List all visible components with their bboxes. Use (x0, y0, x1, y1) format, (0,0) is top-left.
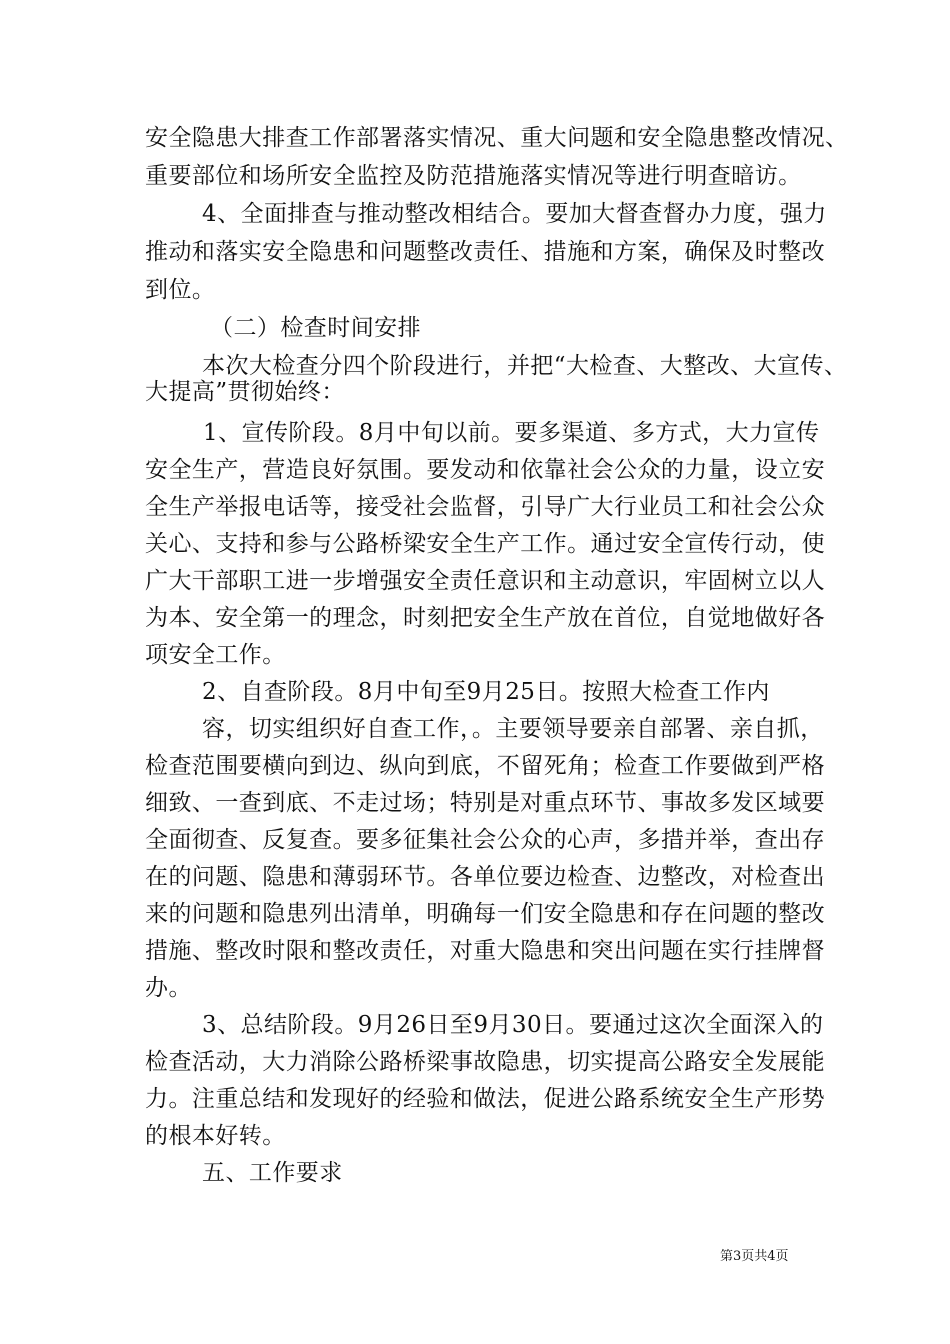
text-line: 1、宣传阶段。8月中旬以前。要多渠道、多方式，大力宣传 (203, 420, 820, 446)
text-line: 广大干部职工进一步增强安全责任意识和主动意识，牢固树立以人 (145, 568, 826, 594)
text-line: 检查范围要横向到边、纵向到底，不留死角；检查工作要做到严格 (145, 753, 826, 779)
text-line: 全生产举报电话等，接受社会监督，引导广大行业员工和社会公众 (145, 494, 826, 520)
text-line: 容，切实组织好自查工作，。主要领导要亲自部署、亲自抓， (202, 716, 824, 742)
section-heading: （二）检查时间安排 (210, 315, 422, 341)
text-line: 3、总结阶段。9月26日至9月30日。要通过这次全面深入的 (202, 1012, 824, 1038)
text-line: 本次大检查分四个阶段进行，并把“大检查、大整改、大宣传、 (202, 353, 848, 379)
text-line: 关心、支持和参与公路桥梁安全生产工作。通过安全宣传行动，使 (145, 531, 826, 557)
text-line: 安全生产，营造良好氛围。要发动和依靠社会公众的力量，设立安 (145, 457, 826, 483)
text-line: 在的问题、隐患和薄弱环节。各单位要边检查、边整改，对检查出 (145, 864, 826, 890)
text-line: 来的问题和隐患列出清单，明确每一们安全隐患和存在问题的整改 (145, 901, 826, 927)
text-line: 到位。 (145, 277, 216, 303)
text-line: 办。 (145, 975, 192, 1001)
section-heading: 五、工作要求 (202, 1160, 343, 1186)
text-line: 措施、整改时限和整改责任，对重大隐患和突出问题在实行挂牌督 (145, 938, 826, 964)
text-line: 的根本好转。 (145, 1123, 286, 1149)
page-number: 第3页共4页 (720, 1249, 789, 1264)
text-line: 全面彻查、反复查。要多征集社会公众的心声，多措并举，查出存 (145, 827, 826, 853)
text-line: 4、全面排查与推动整改相结合。要加大督查督办力度，强力 (202, 201, 827, 227)
text-line: 2、自查阶段。8月中旬至9月25日。按照大检查工作内 (202, 679, 770, 705)
text-line: 大提高”贯彻始终： (145, 379, 345, 405)
text-line: 推动和落实安全隐患和问题整改责任、措施和方案，确保及时整改 (145, 239, 826, 265)
text-line: 为本、安全第一的理念，时刻把安全生产放在首位，自觉地做好各 (145, 605, 826, 631)
text-line: 安全隐患大排查工作部署落实情况、重大问题和安全隐患整改情况、 (145, 125, 849, 151)
text-line: 重要部位和场所安全监控及防范措施落实情况等进行明查暗访。 (145, 163, 802, 189)
text-line: 项安全工作。 (145, 642, 286, 668)
text-line: 检查活动，大力消除公路桥梁事故隐患，切实提高公路安全发展能 (145, 1049, 826, 1075)
text-line: 细致、一查到底、不走过场；特别是对重点环节、事故多发区域要 (145, 790, 826, 816)
text-line: 力。注重总结和发现好的经验和做法，促进公路系统安全生产形势 (145, 1086, 826, 1112)
